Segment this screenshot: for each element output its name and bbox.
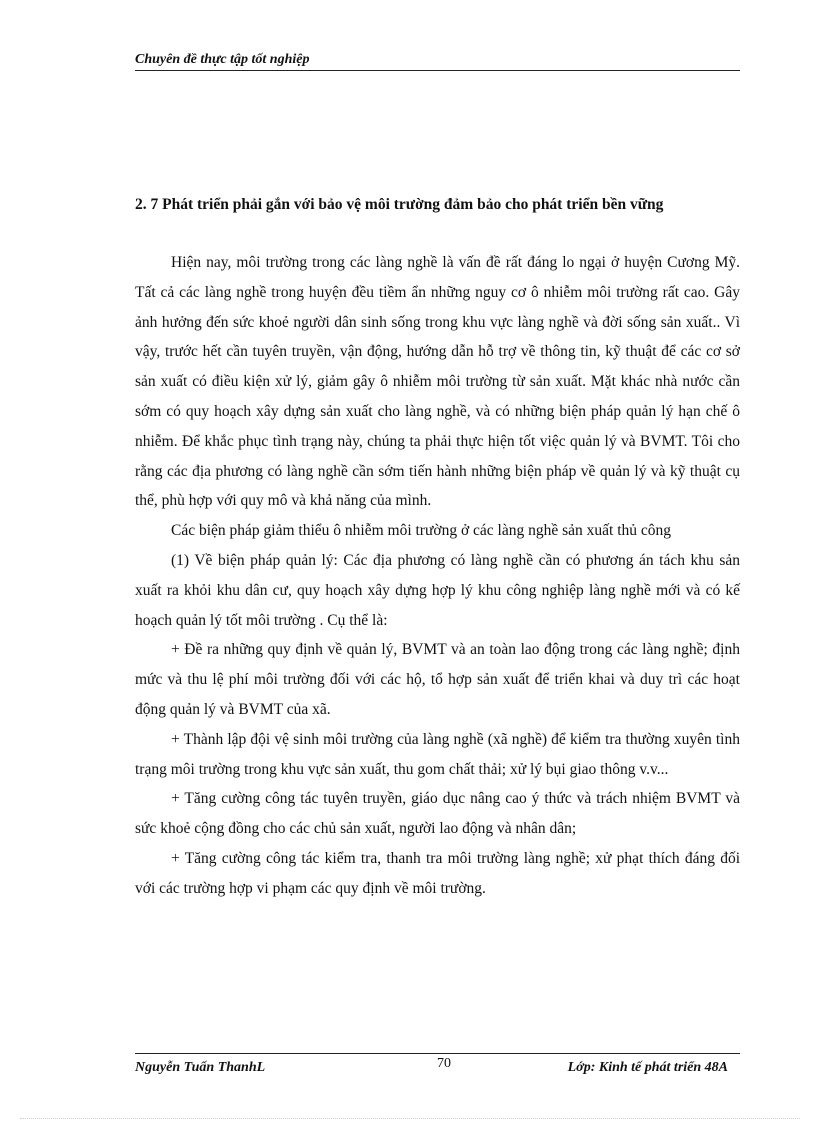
page-number: 70 (437, 1056, 451, 1071)
paragraph: + Tăng cường công tác kiểm tra, thanh tra môi trường làng nghề; xử phạt thích đáng đối với các trường hợp vi phạm các quy định về môi trường. (135, 849, 740, 897)
page-edge-divider (20, 1118, 800, 1119)
footer-author: Nguyễn Tuấn ThanhL (135, 1060, 266, 1075)
header-title: Chuyên đề thực tập tốt nghiệp (135, 52, 310, 67)
paragraph: Hiện nay, môi trường trong các làng nghề là vấn đề rất đáng lo ngại ở huyện Cương Mỹ. Tất cả các làng nghề trong huyện đều tiềm ẩn những nguy cơ ô nhiễm môi trường rất cao. Gây ảnh hưởng đến sức khoẻ người dân sinh sống trong khu vực làng nghề và đời sống sản xuất.. Vì vậy, trước hết cần tuyên truyền, vận động, hướng dẫn hỗ trợ về thông tin, kỹ thuật để các cơ sở sản xuất có điều kiện xử lý, giảm gây ô nhiễm môi trường từ sản xuất. Mặt khác nhà nước cần sớm có quy hoạch xây dựng sản xuất cho làng nghề, và có những biện pháp quản lý hạn chế ô nhiễm. Để khắc phục tình trạng này, chúng ta phải thực hiện tốt việc quản lý và BVMT. Tôi cho rằng các địa phương có làng nghề cần sớm tiến hành những biện pháp về quản lý và kỹ thuật cụ thể, phù hợp với quy mô và khả năng của mình. (135, 254, 740, 510)
paragraph: Các biện pháp giảm thiểu ô nhiễm môi trường ở các làng nghề sản xuất thủ công (171, 522, 672, 540)
paragraph: + Thành lập đội vệ sinh môi trường của làng nghề (xã nghề) để kiểm tra thường xuyên tình trạng môi trường trong khu vực sản xuất, thu gom chất thải; xử lý bụi giao thông v.v... (135, 730, 740, 778)
body-text (135, 248, 740, 904)
page-footer (135, 1053, 740, 1078)
paragraph: + Tăng cường công tác tuyên truyền, giáo dục nâng cao ý thức và trách nhiệm BVMT và sức khoẻ cộng đồng cho các chủ sản xuất, người lao động và nhân dân; (135, 790, 740, 838)
footer-class-label: Lớp: Kinh tế phát triển 48A (567, 1060, 728, 1075)
paragraph: (1) Về biện pháp quản lý: Các địa phương có làng nghề cần có phương án tách khu sản xuất ra khỏi khu dân cư, quy hoạch xây dựng hợp lý khu công nghiệp làng nghề mới và có kế hoạch quản lý tốt môi trường . Cụ thể là: (135, 551, 740, 629)
page-header (135, 50, 740, 71)
paragraph: + Đề ra những quy định về quản lý, BVMT và an toàn lao động trong các làng nghề; định mức và thu lệ phí môi trường đối với các hộ, tổ hợp sản xuất để triển khai và duy trì các hoạt động quản lý và BVMT của xã. (135, 641, 740, 718)
section-heading: 2. 7 Phát triển phải gắn với bảo vệ môi trường đảm bảo cho phát triển bền vững (135, 196, 664, 213)
